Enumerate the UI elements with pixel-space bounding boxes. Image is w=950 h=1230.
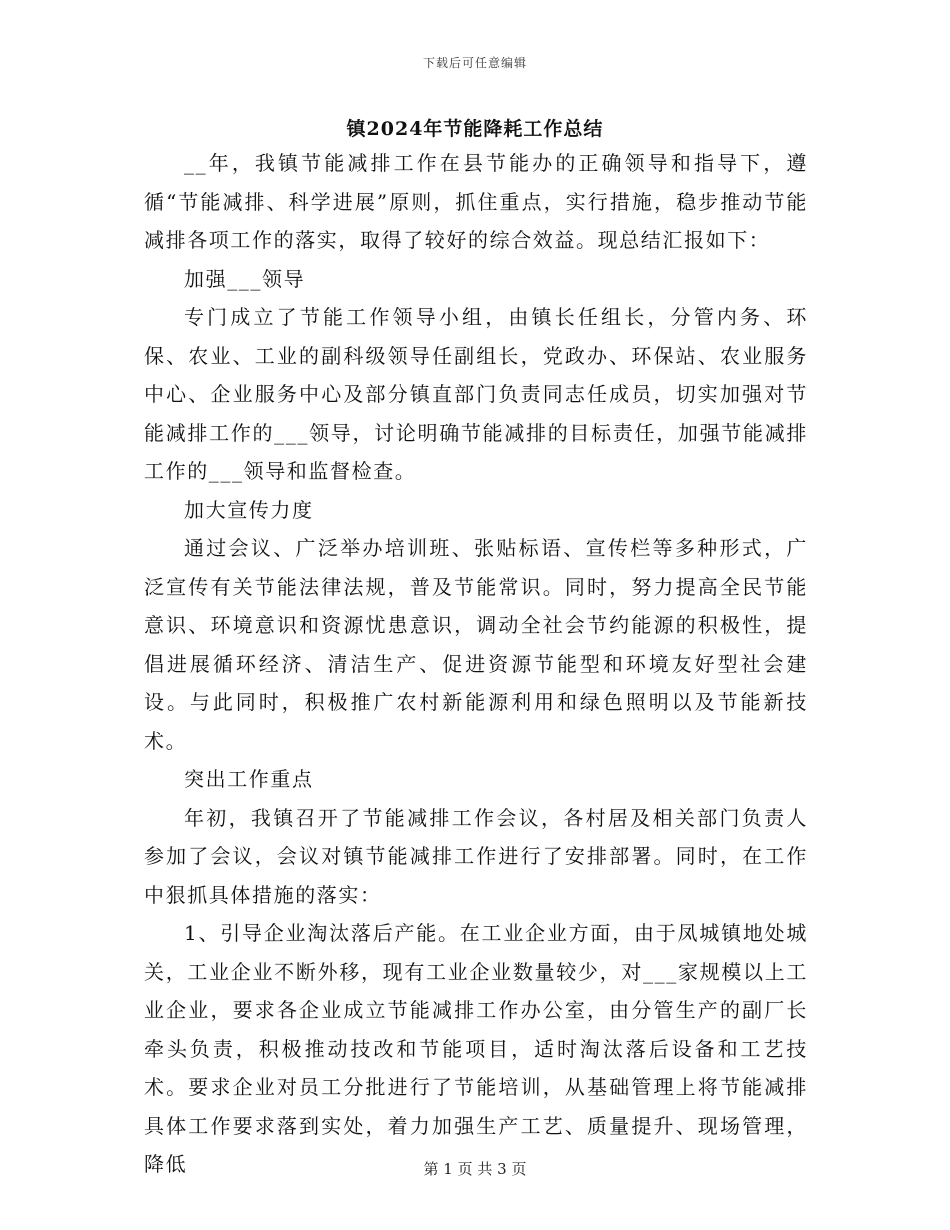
section-heading-focus: 突出工作重点	[184, 767, 314, 791]
section-heading-publicity: 加大宣传力度	[184, 497, 314, 522]
intro-paragraph: __年，我镇节能减排工作在县节能办的正确领导和指导下，遵循“节能减排、科学进展”原则，抓住重点，实行措施，稳步推动节能减排各项工作的落实，取得了较好的综合效益。现总结汇报如下：	[144, 151, 808, 252]
header-note: 下载后可任意编辑	[422, 56, 527, 70]
document-body	[144, 144, 808, 1184]
paragraph-item-1: 1、引导企业淘汰落后产能。在工业企业方面，由于凤城镇地处城关，工业企业不断外移，现有工业企业数量较少，对___家规模以上工业企业，要求各企业成立节能减排工作办公室，由分管生产的副厂长牵头负责，积极推动技改和节能项目，适时淘汰落后设备和工艺技术。要求企业对员工分批进行了节能培训，从基础管理上将节能减排具体工作要求落到实处，着力加强生产工艺、质量提升、现场管理，降低	[144, 921, 808, 1176]
section-heading-leadership: 加强___领导	[184, 266, 306, 291]
page-number-footer: 第 1 页 共 3 页	[423, 1160, 527, 1178]
paragraph-publicity: 通过会议、广泛举办培训班、张贴标语、宣传栏等多种形式，广泛宣传有关节能法律法规，普及节能常识。同时，努力提高全民节能意识、环境意识和资源忧患意识，调动全社会节约能源的积极性，提倡进展循环经济、清洁生产、促进资源节能型和环境友好型社会建设。与此同时，积极推广农村新能源利用和绿色照明以及节能新技术。	[144, 536, 808, 753]
paragraph-leadership: 专门成立了节能工作领导小组，由镇长任组长，分管内务、环保、农业、工业的副科级领导任副组长，党政办、环保站、农业服务中心、企业服务中心及部分镇直部门负责同志任成员，切实加强对节能减排工作的___领导，讨论明确节能减排的目标责任，加强节能减排工作的___领导和监督检查。	[144, 305, 808, 483]
paragraph-focus: 年初，我镇召开了节能减排工作会议，各村居及相关部门负责人参加了会议，会议对镇节能减排工作进行了安排部署。同时，在工作中狠抓具体措施的落实：	[144, 805, 808, 907]
document-title: 镇2024年节能降耗工作总结	[346, 118, 604, 140]
